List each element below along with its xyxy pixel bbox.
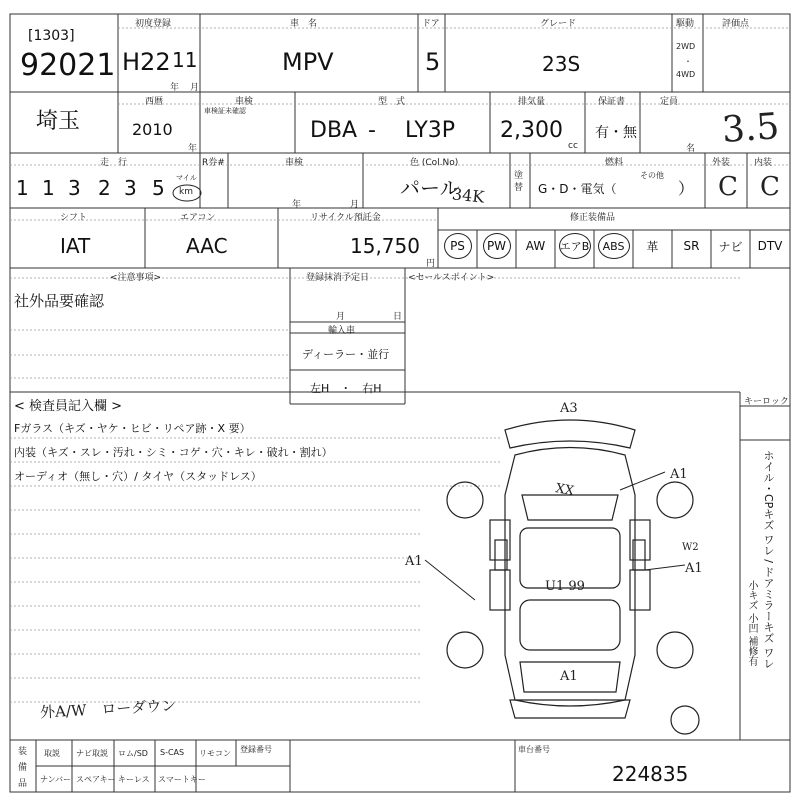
footer-item-scas: S-CAS [160, 748, 185, 757]
svg-text:W2: W2 [682, 542, 699, 553]
wheel-rr [657, 632, 693, 668]
equip-pw-label: PW [486, 239, 507, 253]
svg-text:A1: A1 [685, 561, 703, 576]
shift-label: シフト [60, 213, 88, 223]
displacement: 2,300 [500, 118, 563, 143]
fuel: G・D・電気（ [538, 182, 617, 196]
wheel-fl [447, 482, 483, 518]
mileage-digit-2: 1 [42, 176, 55, 200]
recycle-label: R券# [202, 158, 225, 168]
mileage-digit-3: 3 [68, 176, 81, 200]
wheel-rl [447, 632, 483, 668]
mileage-label: 走 行 [100, 158, 128, 168]
circle-mark [559, 233, 591, 259]
footer-item-manual: 取説 [44, 749, 60, 758]
warranty-label: 保証書 [598, 97, 626, 107]
mileage-digit-5: 3 [124, 176, 137, 200]
month-unit-4: 月 [336, 312, 346, 322]
first-reg-era: H22 [122, 48, 171, 76]
color-label: 色 (Col.No) [410, 158, 459, 168]
svg-text:XX: XX [554, 481, 576, 500]
model-year-label: 西暦 [145, 97, 164, 107]
interior-grade: C [760, 172, 780, 202]
drive-dot: ・ [684, 57, 692, 66]
equip-aw-label: AW [525, 239, 546, 253]
equip-aw [516, 231, 555, 261]
km-unit: km [179, 187, 193, 197]
inspector-line-2: 内装（キズ・スレ・汚れ・シミ・コゲ・穴・キレ・破れ・割れ） [14, 446, 333, 459]
footer-item-keyless: キーレス [118, 775, 150, 784]
inspection-label-2: 車検 [285, 158, 304, 168]
car-diagram [405, 400, 740, 740]
inspection-note: 車検証未確認 [204, 107, 246, 115]
recycle-fee: 15,750 [350, 234, 420, 258]
footer-col-2: 備 [18, 763, 28, 773]
car-name: MPV [282, 48, 334, 76]
equip-dtv [750, 231, 790, 261]
circle-mark [444, 233, 472, 259]
equipment-label: 修正装備品 [570, 213, 616, 223]
steering: 左H ・ 右H [310, 382, 382, 395]
hood [522, 495, 618, 520]
reg-number-label: 登録番号 [240, 745, 272, 754]
first-reg-label: 初度登録 [135, 19, 172, 29]
year-unit: 年 [170, 83, 180, 93]
equip-leather-label: 革 [646, 239, 659, 254]
svg-text:A1: A1 [670, 467, 688, 482]
drive-2wd: 2WD [676, 42, 696, 51]
capacity-label: 定員 [660, 97, 679, 107]
footer-item-spare-key: スペアキー [76, 775, 116, 784]
day-unit: 日 [393, 312, 403, 322]
score-value: 3.5 [720, 106, 781, 151]
warranty: 有・無 [595, 125, 637, 141]
month-unit-3: 月 [350, 200, 360, 210]
import-label: 輸入車 [328, 326, 356, 336]
grade-label: グレード [540, 19, 577, 29]
rear-glass [520, 600, 620, 650]
drive-4wd: 4WD [676, 70, 696, 79]
mileage-digit-4: 2 [98, 176, 111, 200]
equip-pw [477, 231, 516, 261]
fuel-close: ） [678, 179, 695, 198]
side-sub-vertical: 小キズ 小凹 補修有 [746, 580, 757, 667]
drive-label: 駆動 [676, 19, 695, 29]
lot-number: 92021 [20, 48, 116, 83]
model-year: 2010 [132, 120, 173, 139]
handwritten-note: 外A/W ローダウン [39, 696, 177, 722]
equip-dtv-label: DTV [757, 239, 783, 253]
color: パール [400, 176, 460, 200]
fuel-label: 燃料 [605, 158, 624, 168]
sales-point-label: <セールスポイント> [408, 273, 495, 283]
aircon: AAC [186, 234, 228, 258]
footer-item-smart-key: スマートキー [158, 775, 206, 784]
year-unit-3: 年 [292, 200, 302, 210]
caution-label: <注意事項> [110, 273, 162, 283]
displacement-label: 排気量 [518, 97, 546, 107]
side-vertical-text: ホイル・CPキズ ワレ / ドアミラーキズ ワレ [762, 450, 775, 670]
svg-text:U1 99: U1 99 [545, 579, 585, 594]
cc-unit: cc [568, 141, 578, 151]
equip-abs [594, 231, 633, 261]
equip-navi [711, 231, 750, 261]
doors: 5 [425, 48, 441, 76]
car-name-label: 車 名 [290, 19, 318, 29]
chassis-number: 224835 [612, 762, 689, 786]
paint-label: 塗替 [514, 171, 524, 193]
lot-box: [1303] [28, 28, 75, 44]
mile-unit: マイル [176, 174, 197, 182]
equip-airbag-label: エアB [559, 240, 590, 253]
model-dash: - [368, 118, 376, 143]
circle-mark [598, 233, 630, 259]
fuel-other: その他 [640, 171, 664, 180]
year-unit-2: 年 [188, 144, 198, 154]
exterior-grade: C [718, 172, 738, 202]
equip-navi-label: ナビ [718, 239, 743, 254]
model-prefix: DBA [310, 118, 358, 143]
equip-ps [438, 231, 477, 261]
model-code: LY3P [405, 118, 456, 143]
door-label: ドア [422, 19, 440, 29]
month-unit: 月 [190, 83, 200, 93]
circle-mark [483, 233, 511, 259]
score-label: 評価点 [722, 19, 750, 29]
chassis-label: 車台番号 [518, 745, 550, 754]
yen-unit: 円 [426, 259, 436, 269]
equip-airbag [555, 231, 594, 261]
import-type: ディーラー・並行 [302, 348, 390, 361]
person-unit: 名 [686, 144, 696, 154]
aircon-label: エアコン [180, 213, 216, 223]
equip-leather [633, 231, 672, 261]
footer-item-navi-manual: ナビ取説 [76, 749, 108, 758]
recycle-fee-label: リサイクル預託金 [310, 213, 381, 223]
footer-item-number: ナンバー [40, 775, 72, 784]
footer-item-rom: ロム/SD [118, 749, 148, 758]
prefecture: 埼玉 [36, 109, 81, 134]
front-bumper [505, 420, 635, 448]
door-rl [490, 570, 510, 610]
color-code: 34K [451, 184, 486, 207]
wheel-fr [657, 482, 693, 518]
footer-col-1: 装 [18, 747, 28, 757]
svg-text:A1: A1 [405, 554, 423, 569]
inspector-title: < 検査員記入欄 > [14, 399, 123, 414]
first-reg-month: 11 [172, 48, 198, 72]
footer-col-3: 品 [18, 779, 28, 789]
grade: 23S [542, 52, 581, 76]
equip-ps-label: PS [450, 239, 465, 253]
inspection-label: 車検 [235, 97, 254, 107]
mileage-digit-1: 1 [16, 176, 29, 200]
exterior-label: 外装 [712, 158, 731, 168]
keyless-label: キーロック [744, 397, 789, 407]
inspector-line-1: Fガラス（キズ・ヤケ・ヒビ・リペア跡・X 要） [14, 422, 251, 435]
interior-label: 内装 [754, 158, 773, 168]
door-rr [630, 570, 650, 610]
svg-text:A3: A3 [560, 401, 578, 416]
equip-abs-label: ABS [602, 239, 625, 253]
svg-text:A1: A1 [560, 669, 578, 684]
inspector-line-3: オーディオ（無し・穴）/ タイヤ（スタッドレス） [14, 470, 262, 483]
model-label: 型 式 [378, 97, 406, 107]
footer-item-remote: リモコン [199, 749, 231, 758]
caution-text: 社外品要確認 [14, 292, 105, 310]
reg-date-label: 登録抹消予定日 [306, 273, 370, 283]
equip-sr-label: SR [683, 239, 700, 253]
spare-wheel [671, 706, 699, 734]
shift: IAT [60, 234, 91, 258]
equip-sr [672, 231, 711, 261]
mileage-digit-6: 5 [152, 176, 165, 200]
